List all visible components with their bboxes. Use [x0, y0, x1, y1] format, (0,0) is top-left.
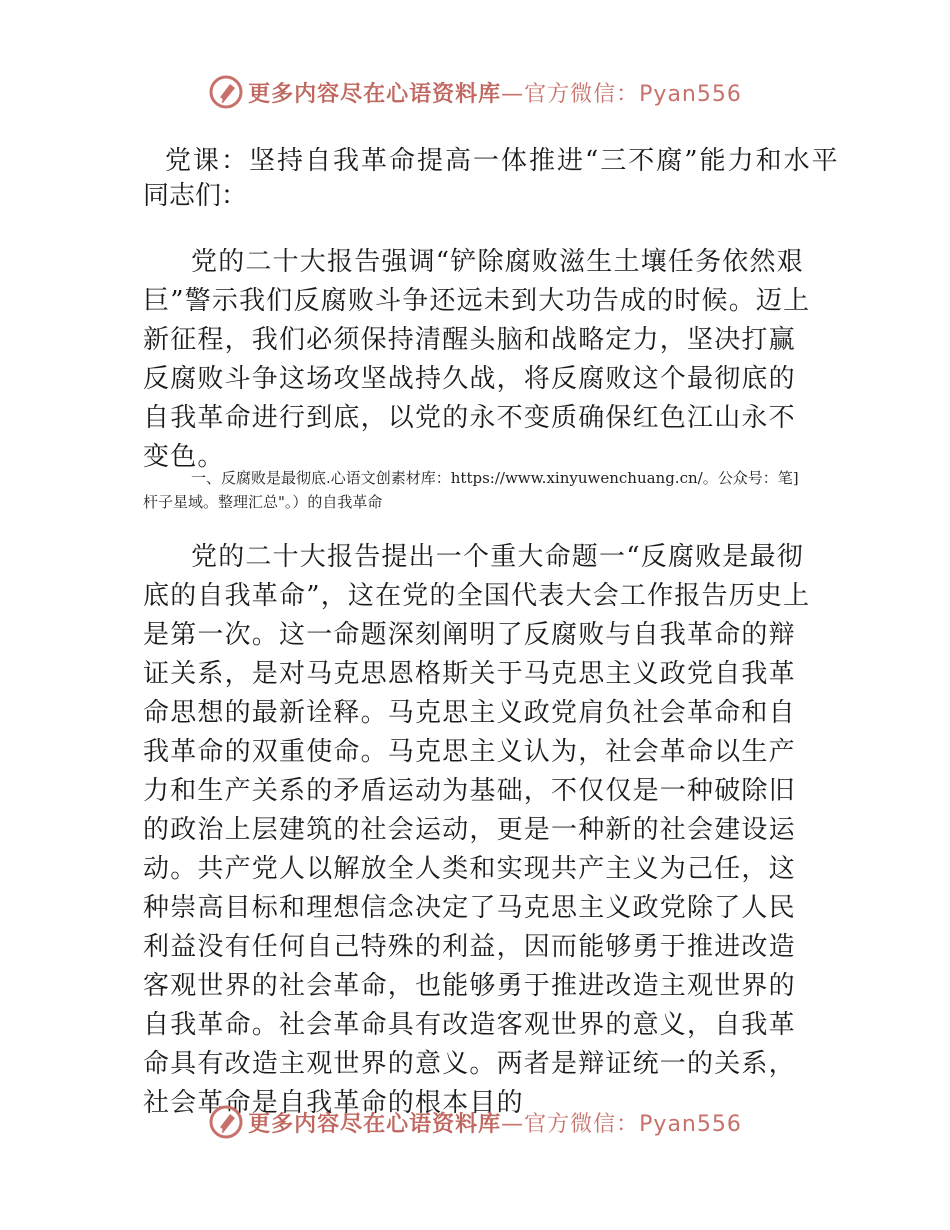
banner-brand: 更多内容尽在心语资料库 [248, 81, 502, 107]
banner-wechat-id: Pyan556 [639, 1111, 742, 1137]
banner-wechat-label: 官方微信： [524, 81, 640, 107]
header-banner [0, 70, 950, 114]
pen-nib-logo-icon [208, 74, 244, 110]
paragraph-1: 党的二十大报告强调“铲除腐败滋生土壤任务依然艰巨”警示我们反腐败斗争还远未到大功告成的时候。迈上新征程，我们必须保持清醒头脑和战略定力，坚决打赢反腐败斗争这场攻坚战持久战，将反腐败这个最彻底的自我革命进行到底，以党的永不变质确保红色江山永不变色。 [143, 247, 811, 472]
document-title: 党课：坚持自我革命提高一体推进“三不腐”能力和水平 [165, 146, 840, 176]
banner-text [248, 77, 742, 108]
section-heading: 一、反腐败是最彻底.心语文创素材库：https://www.xinyuwenchuang.cn/。公众号：笔]杆子星域。整理汇总"。）的自我革命 [143, 469, 799, 511]
banner-brand: 更多内容尽在心语资料库 [248, 1111, 502, 1137]
paragraph-2: 党的二十大报告提出一个重大命题一“反腐败是最彻底的自我革命”，这在党的全国代表大会工作报告历史上是第一次。这一命题深刻阐明了反腐败与自我革命的辩证关系，是对马克思恩格斯关于马克思主义政党自我革命思想的最新诠释。马克思主义政党肩负社会革命和自我革命的双重使命。马克思主义认为，社会革命以生产力和生产关系的矛盾运动为基础，不仅仅是一种破除旧的政治上层建筑的社会运动，更是一种新的社会建设运动。共产党人以解放全人类和实现共产主义为己任，这种崇高目标和理想信念决定了马克思主义政党除了人民利益没有任何自己特殊的利益，因而能够勇于推进改造客观世界的社会革命，也能够勇于推进改造主观世界的自我革命。社会革命具有改造客观世界的意义，自我革命具有改造主观世界的意义。两者是辩证统一的关系，社会革命是自我革命的根本目的 [143, 542, 811, 1118]
banner-dash: — [501, 81, 525, 107]
greeting: 同志们： [143, 181, 248, 211]
banner-wechat-id: Pyan556 [639, 81, 742, 107]
pen-nib-logo-icon [208, 1104, 244, 1140]
banner-dash: — [501, 1111, 525, 1137]
banner-text [248, 1107, 742, 1138]
footer-banner [0, 1100, 950, 1144]
banner-wechat-label: 官方微信： [524, 1111, 640, 1137]
